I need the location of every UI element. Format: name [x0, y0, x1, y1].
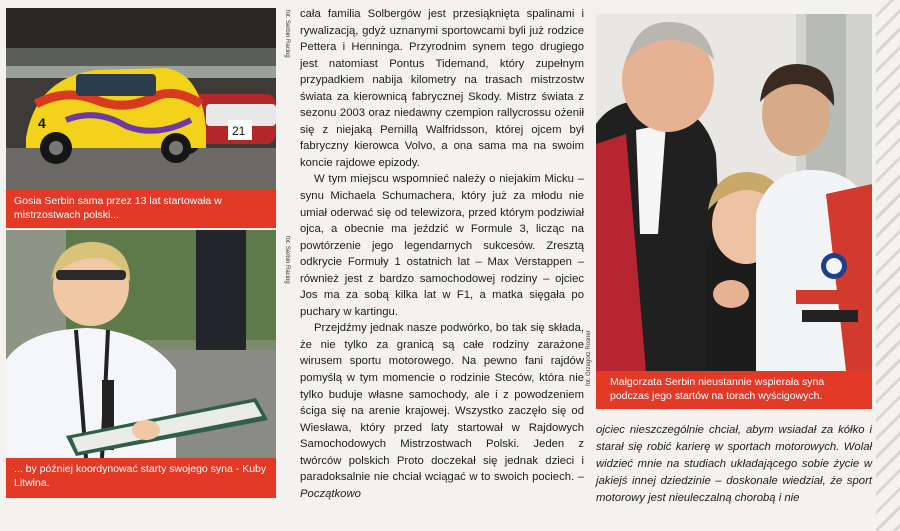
race-car-caption: Gosia Serbin sama przez 13 lat startowała w mistrzostwach polski...	[6, 190, 276, 228]
woman-writing-caption: ... by później koordynować starty swojego syna - Kuby Litwina.	[6, 458, 276, 498]
quote-continuation: ojciec nieszczególnie chciał, abym wsiadał za kółko i starał się robić karierę w sportach motorowych. Wolał widzieć mnie na studiach układającego sobie życie w jakiejś innej dziedzinie – doskonale wiedział, że sport motorowy jest nieuleczalną chorobą i nie	[596, 424, 872, 504]
race-car-photo	[6, 8, 276, 190]
family-caption: Małgorzata Serbin nieustannie wspierała syna podczas jego startów na torach wyścigowych.	[596, 371, 872, 409]
page-edge-stripes	[876, 0, 900, 531]
article-column-2	[596, 422, 872, 507]
family-photo-credit: fot. Grzegorz Rosner	[586, 330, 592, 386]
race-car-photo-credit: fot. Serbin Racing	[284, 10, 290, 58]
woman-writing-photo-credit: fot. Serbin Racing	[284, 236, 290, 284]
family-photo	[596, 14, 872, 371]
svg-text:4: 4	[38, 115, 46, 131]
article-paragraph-1: cała familia Solbergów jest przesiąknięta spalinami i rywalizacją, gdyż uznanymi sportowcami byli już rodzice Pettera i Henninga. Przyrodnim synem tego drugiego jest natomiast Pontus Tidemand, który zupełnym przypadkiem nabija kilometry na trasach mistrzostw świata za kierownicą fabrycznej Skody. Mistrz świata z sezonu 2003 oraz niedawny czempion rallycrossu ożenił się z niejaką Pernillą Walfridsson, której ojcem był fabryczny kierowca Volvo, a ona sama ma na swoim koncie rajdowe epizody.	[300, 8, 584, 169]
svg-text:21: 21	[232, 124, 246, 138]
quote-start: Początkowo	[300, 487, 361, 500]
article-paragraph-3: Przejdźmy jednak nasze podwórko, bo tak się składa, że nie tylko za granicą są całe rodziny zarażone wirusem sportu motorowego. Na pewno fani rajdów pomyślą w tym momencie o rodzinie Steców, która nie tylko buduje własne samochody, ale i z powodzeniem ściga się na arenie krajowej. Wszystko zaczęło się od Wiesława, który przed laty startował w Rajdowych Samochodowych Mistrzostwach Polski. Jeden z twórców polskich Proto doczekał się jednak dzieci i paradoksalnie nie chciał wciągać w to swoich pociech. –	[300, 322, 584, 484]
article-paragraph-2: W tym miejscu wspomnieć należy o niejakim Micku – synu Michaela Schumachera, który już za młodu nie umiał oderwać się od telewizora, przed którym podziwiał ojca, a obecnie ma jeździć w Formule 3, licząc na powtórzenie jego legendarnych sukcesów. Zresztą odkrycie Formuły 1 ostatnich lat – Max Verstappen – również jest z bardzo samochodowej rodziny – ojciec Jos ma za sobą kilka lat w F1, a matka sięgała po puchary w kartingu.	[300, 173, 584, 318]
woman-writing-photo	[6, 230, 276, 458]
article-column-1	[300, 6, 584, 502]
